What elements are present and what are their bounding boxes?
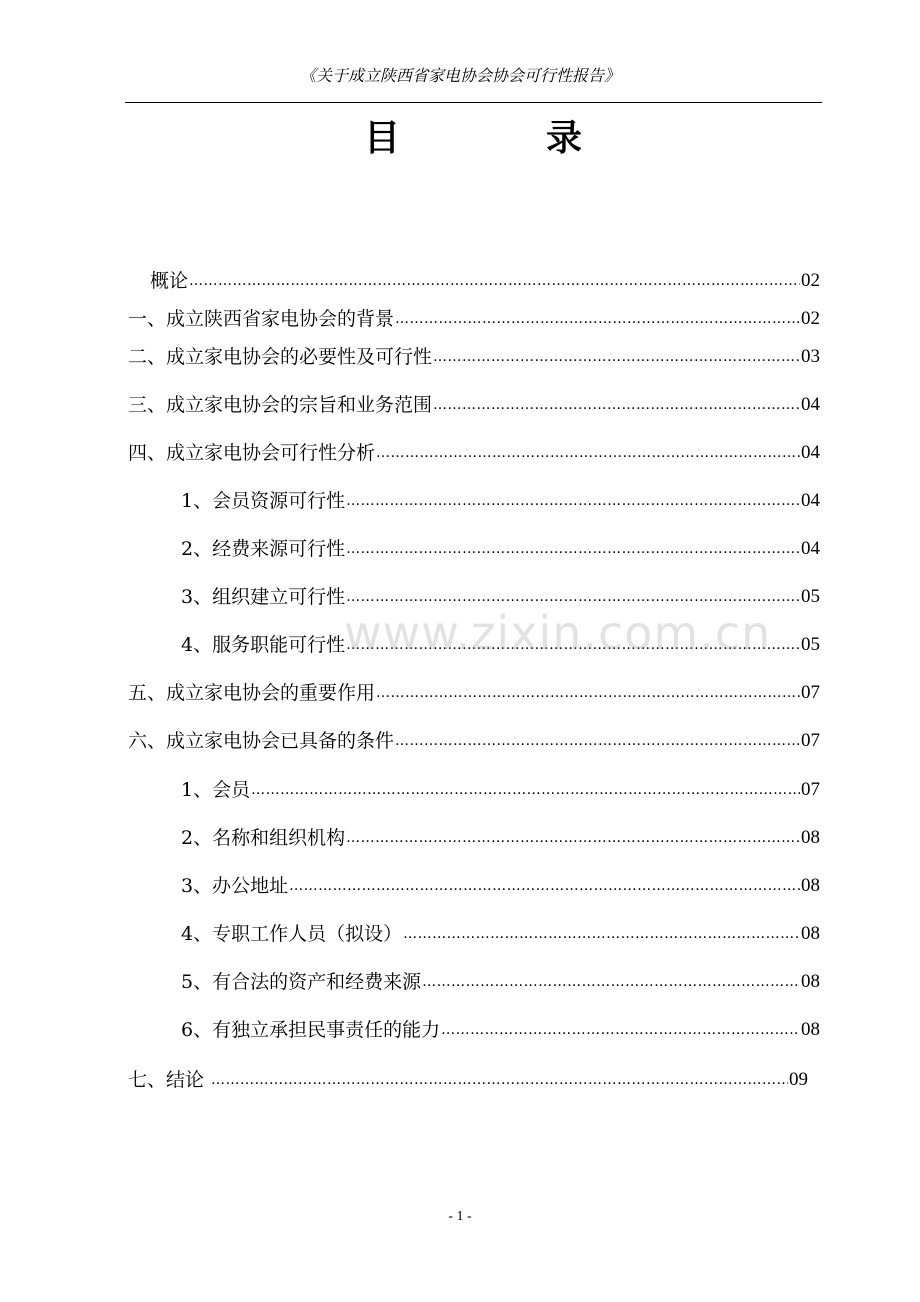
toc-entry-page: 02 xyxy=(801,270,820,291)
toc-entry[interactable] xyxy=(128,441,820,465)
toc-entry-label: 六、成立家电协会已具备的条件 xyxy=(128,730,395,752)
toc-entry-page: 08 xyxy=(801,923,820,944)
toc-dot-leader xyxy=(346,826,800,850)
toc-entry-page: 08 xyxy=(801,971,820,992)
toc-entry-label: 4、专职工作人员（拟设） xyxy=(181,923,403,945)
toc-entry[interactable] xyxy=(181,826,820,850)
toc-dot-leader xyxy=(433,345,800,369)
toc-entry-label: 二、成立家电协会的必要性及可行性 xyxy=(128,346,433,368)
toc-dot-leader xyxy=(395,729,800,753)
toc-entry[interactable] xyxy=(181,489,820,513)
toc-entry-label: 1、会员 xyxy=(181,779,251,801)
toc-title-char-2: 录 xyxy=(546,117,583,159)
toc-entry-page: 08 xyxy=(801,875,820,896)
watermark: www.zixin.com.cn xyxy=(344,606,772,660)
toc-entry[interactable] xyxy=(128,307,820,331)
toc-entry[interactable] xyxy=(128,393,820,417)
toc-entry[interactable] xyxy=(128,345,820,369)
toc-entry-page: 04 xyxy=(801,442,820,463)
toc-dot-leader xyxy=(422,970,800,994)
toc-entry-label: 4、服务职能可行性 xyxy=(181,634,346,656)
toc-entry-page: 02 xyxy=(801,308,820,329)
toc-dot-leader xyxy=(289,874,800,898)
toc-entry[interactable] xyxy=(181,922,820,946)
toc-entry-page: 04 xyxy=(801,538,820,559)
toc-dot-leader xyxy=(376,441,800,465)
toc-entry[interactable] xyxy=(128,1068,808,1092)
toc-dot-leader xyxy=(346,489,800,513)
toc-dot-leader xyxy=(346,537,800,561)
toc-entry[interactable] xyxy=(181,1018,820,1042)
toc-entry-label: 四、成立家电协会可行性分析 xyxy=(128,442,376,464)
toc-entry[interactable] xyxy=(181,778,820,802)
toc-entry[interactable] xyxy=(181,537,820,561)
toc-entry-label: 一、成立陕西省家电协会的背景 xyxy=(128,308,395,330)
toc-entry-label: 3、办公地址 xyxy=(181,875,289,897)
header-rule xyxy=(125,102,822,103)
toc-entry-page: 07 xyxy=(801,682,820,703)
toc-dot-leader xyxy=(441,1018,800,1042)
toc-entry[interactable] xyxy=(128,681,820,705)
toc-title-char-1: 目 xyxy=(364,117,401,159)
toc-entry-label: 6、有独立承担民事责任的能力 xyxy=(181,1019,441,1041)
toc-entry-page: 07 xyxy=(801,779,820,800)
toc-entry-page: 03 xyxy=(801,346,820,367)
toc-dot-leader xyxy=(395,307,800,331)
toc-dot-leader xyxy=(403,922,800,946)
toc-entry[interactable] xyxy=(150,269,820,293)
toc-entry-page: 05 xyxy=(801,586,820,607)
toc-entry-label: 概论 xyxy=(150,270,189,292)
toc-entry[interactable] xyxy=(128,729,820,753)
toc-entry-label: 2、名称和组织机构 xyxy=(181,827,346,849)
toc-dot-leader xyxy=(376,681,800,705)
toc-entry[interactable] xyxy=(181,970,820,994)
toc-entry-page: 08 xyxy=(801,1019,820,1040)
toc-entry-label: 2、经费来源可行性 xyxy=(181,538,346,560)
toc-dot-leader xyxy=(251,778,800,802)
toc-entry-page: 04 xyxy=(801,394,820,415)
toc-entry-label: 5、有合法的资产和经费来源 xyxy=(181,971,422,993)
toc-entry-page: 08 xyxy=(801,827,820,848)
toc-entry-label: 1、会员资源可行性 xyxy=(181,490,346,512)
toc-entry[interactable] xyxy=(181,874,820,898)
toc-entry-page: 04 xyxy=(801,490,820,511)
toc-entry-page: 05 xyxy=(801,634,820,655)
toc-entry-page: 09 xyxy=(789,1069,808,1090)
toc-dot-leader xyxy=(189,269,800,293)
toc-entry-label: 3、组织建立可行性 xyxy=(181,586,346,608)
running-header: 《关于成立陕西省家电协会协会可行性报告》 xyxy=(299,66,620,85)
toc-dot-leader xyxy=(433,393,800,417)
toc-entry-page: 07 xyxy=(801,730,820,751)
toc-dot-leader xyxy=(211,1068,788,1092)
toc-entry-label: 三、成立家电协会的宗旨和业务范围 xyxy=(128,394,433,416)
toc-entry-label: 五、成立家电协会的重要作用 xyxy=(128,682,376,704)
page-number: - 1 - xyxy=(448,1209,472,1224)
toc-entry-label: 七、结论 xyxy=(128,1069,211,1091)
